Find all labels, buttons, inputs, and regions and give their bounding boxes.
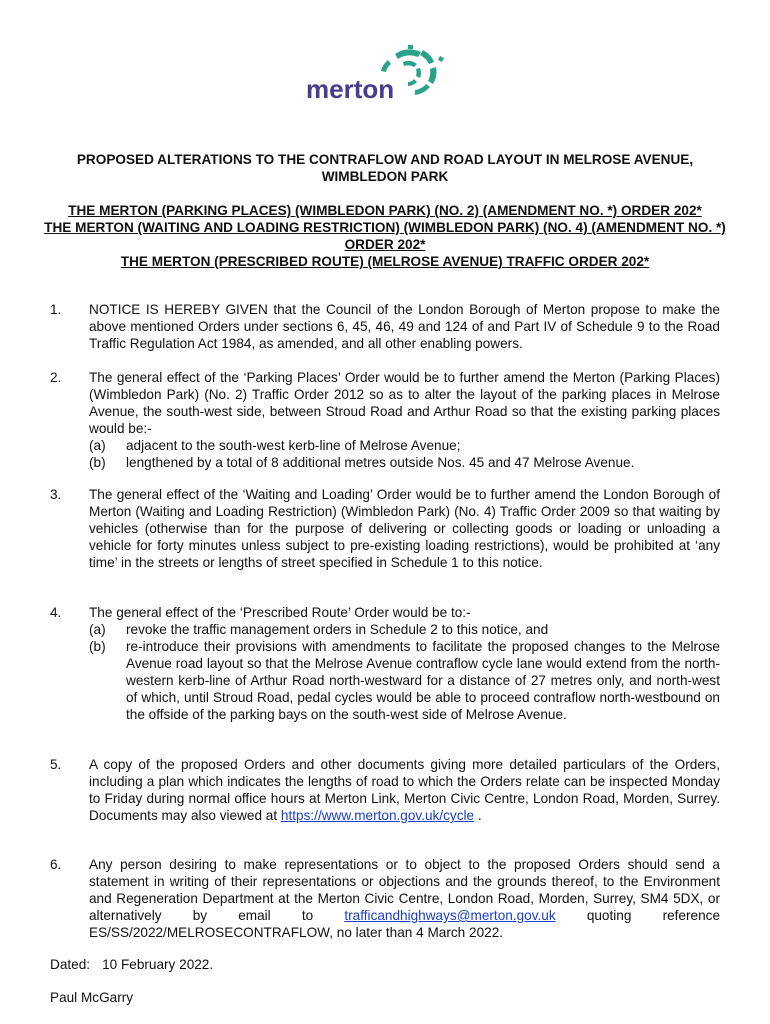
paragraph-text-block xyxy=(89,756,720,824)
email-link[interactable]: trafficandhighways@merton.gov.uk xyxy=(344,908,556,923)
merton-logo xyxy=(300,40,450,120)
sub-item-text: revoke the traffic management orders in Schedule 2 to this notice, and xyxy=(126,622,549,637)
notice-heading: PROPOSED ALTERATIONS TO THE CONTRAFLOW AND ROAD LAYOUT IN MELROSE AVENUE, WIMBLEDON PARK xyxy=(76,152,694,184)
order-title-waiting: THE MERTON (WAITING AND LOADING RESTRICTION) (WIMBLEDON PARK) (NO. 4) (AMENDMENT NO. *) ORDER 202* xyxy=(44,220,726,252)
sub-item-label: (b) xyxy=(89,639,106,654)
paragraph-number: 5. xyxy=(50,757,62,772)
paragraph-number: 4. xyxy=(50,605,62,620)
sub-item-label: (b) xyxy=(89,455,106,470)
paragraph-3 xyxy=(50,486,720,571)
orders-heading xyxy=(40,202,730,270)
sub-item-a xyxy=(89,437,720,454)
paragraph-text: NOTICE IS HEREBY GIVEN that the Council of the London Borough of Merton propose to make the above mentioned Orders under sections 6, 45, 46, 49 and 124 of and Part IV of Schedule 9 to the Road Traffic Regulation Act 1984, as amended, and all other enabling powers. xyxy=(89,302,720,351)
logo-wordmark: merton xyxy=(306,74,395,104)
dated-value: 10 February 2022. xyxy=(102,957,214,972)
paragraph-number: 1. xyxy=(50,302,62,317)
sub-item-label: (a) xyxy=(89,622,106,637)
paragraph-text: The general effect of the ‘Prescribed Route’ Order would be to:- xyxy=(89,605,471,620)
paragraph-number: 2. xyxy=(50,370,62,385)
paragraph-text-block xyxy=(89,856,720,941)
sub-item-b xyxy=(89,638,720,723)
paragraph-6 xyxy=(50,856,720,941)
paragraph-text: The general effect of the ‘Parking Places’ Order would be to further amend the Merton (Parking Places) (Wimbledon Park) (No. 2) Traffic Order 2012 so as to alter the layout of the parking places in Melrose Avenue, the south-west side, between Stroud Road and Arthur Road so that the existing parking places would be:- xyxy=(89,370,720,436)
sub-item-label: (a) xyxy=(89,438,106,453)
sub-item-text: lengthened by a total of 8 additional metres outside Nos. 45 and 47 Melrose Avenue. xyxy=(126,455,635,470)
paragraph-5 xyxy=(50,756,720,824)
paragraph-2 xyxy=(50,369,720,471)
paragraph-text: The general effect of the ‘Waiting and Loading’ Order would be to further amend the London Borough of Merton (Waiting and Loading Restriction) (Wimbledon Park) (No. 4) Traffic Order 2009 so that waiting by vehicles (otherwise than for the purpose of delivering or collecting goods or loading or unloading a vehicle for forty minutes unless subject to pre-existing loading restrictions), would be prohibited at ‘any time’ in the streets or lengths of street specified in Schedule 1 to this notice. xyxy=(89,487,720,570)
sub-item-text: re-introduce their provisions with amendments to facilitate the proposed changes to the Melrose Avenue road layout so that the Melrose Avenue contraflow cycle lane would extend from the north-western kerb-line of Arthur Road north-westward for a distance of 27 metres only, and north-west of which, until Stroud Road, pedal cycles would be able to proceed contraflow north-westbound on the offside of the parking bays on the south-west side of Melrose Avenue. xyxy=(126,639,720,722)
signer-name: Paul McGarry xyxy=(50,990,134,1005)
dated-label: Dated: xyxy=(50,957,91,972)
order-title-parking: THE MERTON (PARKING PLACES) (WIMBLEDON PARK) (NO. 2) (AMENDMENT NO. *) ORDER 202* xyxy=(68,203,702,218)
order-title-route: THE MERTON (PRESCRIBED ROUTE) (MELROSE AVENUE) TRAFFIC ORDER 202* xyxy=(120,254,650,269)
sub-item-b xyxy=(89,454,720,471)
paragraph-tail: . xyxy=(474,808,482,823)
merton-swirl-icon xyxy=(300,40,450,120)
paragraph-number: 6. xyxy=(50,857,62,872)
dated-line xyxy=(50,957,213,972)
cycle-page-link[interactable]: https://www.merton.gov.uk/cycle xyxy=(280,808,475,823)
paragraph-4 xyxy=(50,604,720,723)
sub-item-text: adjacent to the south-west kerb-line of Melrose Avenue; xyxy=(126,438,461,453)
paragraph-1 xyxy=(50,301,720,352)
paragraph-text: Any person desiring to make representations or to object to the proposed Orders should send a statement in writing of their representations or objections and the grounds thereof, to the Environment and Regeneration Department at the Merton Civic Centre, London Road, Morden, Surrey, SM4 5DX, or alternatively by email to xyxy=(89,857,720,923)
paragraph-number: 3. xyxy=(50,487,62,502)
paragraph-tail: quoting reference ES/SS/2022/MELROSECONTRAFLOW, no later than 4 March 2022. xyxy=(89,908,721,940)
sub-item-a xyxy=(89,621,720,638)
paragraph-text: A copy of the proposed Orders and other documents giving more detailed particulars of the Orders, including a plan which indicates the lengths of road to which the Orders relate can be inspected Monday to Friday during normal office hours at Merton Link, Merton Civic Centre, London Road, Morden, Surrey. Documents may also viewed at xyxy=(89,757,720,823)
